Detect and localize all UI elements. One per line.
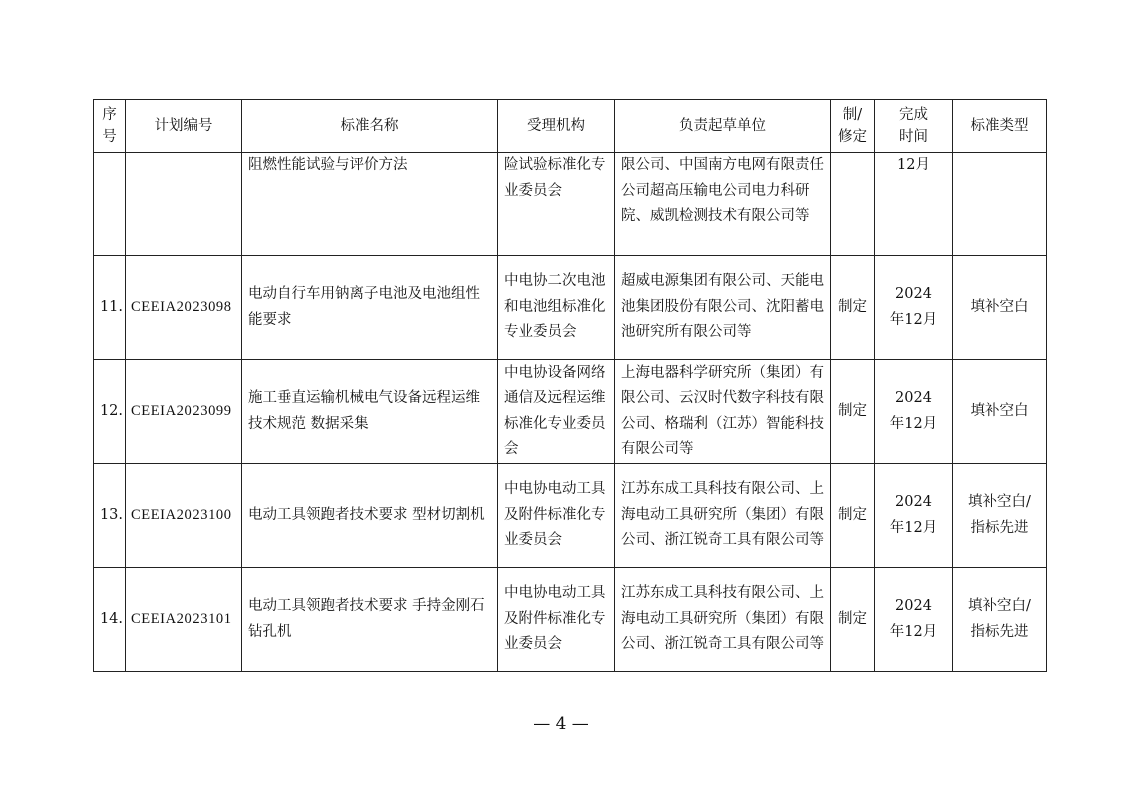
row-drafter: 限公司、中国南方电网有限责任公司超高压输电公司电力科研院、威凯检测技术有限公司等 (615, 153, 831, 256)
row-make: 制定 (831, 568, 875, 672)
row-complete-time: 2024年12月 (875, 568, 953, 672)
row-complete-time: 2024年12月 (875, 464, 953, 568)
row-complete-time: 2024年12月 (875, 360, 953, 464)
row-complete-time: 12月 (875, 153, 953, 256)
header-type-make: 制/修定 (831, 100, 875, 153)
table-row (94, 256, 1047, 360)
row-drafter: 江苏东成工具科技有限公司、上海电动工具研究所（集团）有限公司、浙江锐奇工具有限公司等 (615, 568, 831, 672)
row-std-type (953, 153, 1047, 256)
row-make: 制定 (831, 464, 875, 568)
row-plan-no: CEEIA2023099 (126, 360, 242, 464)
row-org: 中电协二次电池和电池组标准化专业委员会 (498, 256, 615, 360)
row-drafter: 江苏东成工具科技有限公司、上海电动工具研究所（集团）有限公司、浙江锐奇工具有限公司等 (615, 464, 831, 568)
row-seq: 11. (94, 256, 126, 360)
row-std-type: 填补空白 (953, 256, 1047, 360)
table-row (94, 360, 1047, 464)
row-std-name: 电动工具领跑者技术要求 型材切割机 (242, 464, 498, 568)
header-org: 受理机构 (498, 100, 615, 153)
header-std-type: 标准类型 (953, 100, 1047, 153)
row-std-type: 填补空白 (953, 360, 1047, 464)
row-org: 中电协设备网络通信及远程运维标准化专业委员会 (498, 360, 615, 464)
table-row (94, 568, 1047, 672)
row-complete-time: 2024年12月 (875, 256, 953, 360)
row-org: 中电协电动工具及附件标准化专业委员会 (498, 568, 615, 672)
row-plan-no: CEEIA2023100 (126, 464, 242, 568)
row-plan-no: CEEIA2023098 (126, 256, 242, 360)
page-number: — 4 — (533, 714, 589, 734)
row-plan-no: CEEIA2023101 (126, 568, 242, 672)
header-drafter: 负责起草单位 (615, 100, 831, 153)
table-row (94, 464, 1047, 568)
row-make: 制定 (831, 360, 875, 464)
table-row (94, 153, 1047, 256)
row-std-type: 填补空白/指标先进 (953, 568, 1047, 672)
table-header-row (94, 100, 1047, 153)
standards-plan-table (93, 99, 1047, 672)
row-std-name: 电动自行车用钠离子电池及电池组性能要求 (242, 256, 498, 360)
row-make (831, 153, 875, 256)
header-seq: 序号 (94, 100, 126, 153)
header-std-name: 标准名称 (242, 100, 498, 153)
row-drafter: 超威电源集团有限公司、天能电池集团股份有限公司、沈阳蓄电池研究所有限公司等 (615, 256, 831, 360)
row-std-name: 电动工具领跑者技术要求 手持金刚石钻孔机 (242, 568, 498, 672)
row-org: 中电协电动工具及附件标准化专业委员会 (498, 464, 615, 568)
row-std-name: 阻燃性能试验与评价方法 (242, 153, 498, 256)
row-seq (94, 153, 126, 256)
row-seq: 14. (94, 568, 126, 672)
row-seq: 13. (94, 464, 126, 568)
row-std-type: 填补空白/指标先进 (953, 464, 1047, 568)
row-seq: 12. (94, 360, 126, 464)
row-org: 险试验标准化专业委员会 (498, 153, 615, 256)
header-plan-no: 计划编号 (126, 100, 242, 153)
row-plan-no (126, 153, 242, 256)
row-drafter: 上海电器科学研究所（集团）有限公司、云汉时代数字科技有限公司、格瑞利（江苏）智能科技有限公司等 (615, 360, 831, 464)
row-make: 制定 (831, 256, 875, 360)
row-std-name: 施工垂直运输机械电气设备远程运维技术规范 数据采集 (242, 360, 498, 464)
header-complete-time: 完成时间 (875, 100, 953, 153)
